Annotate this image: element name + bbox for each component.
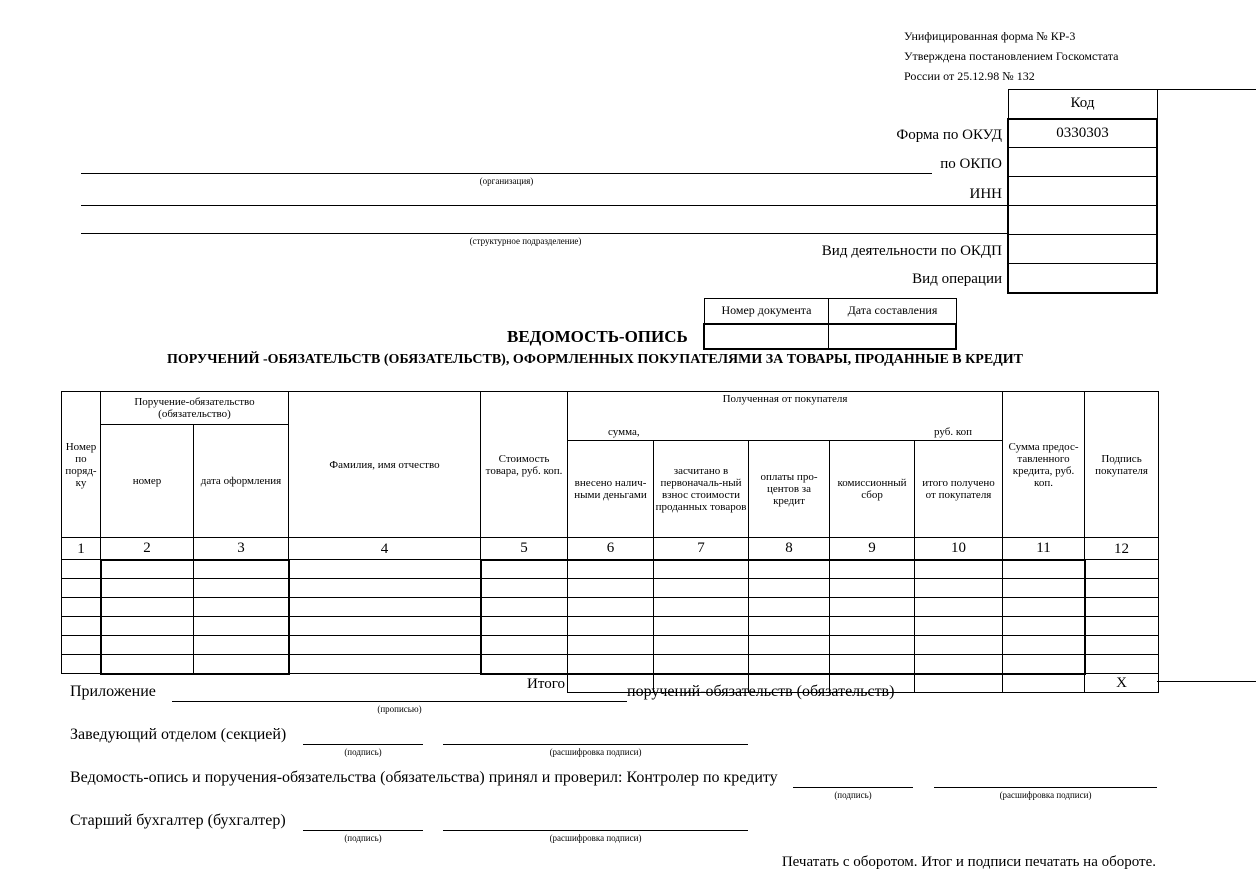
cell[interactable] [915, 598, 1003, 617]
cell[interactable] [568, 579, 654, 598]
cell[interactable] [654, 617, 749, 636]
col-number-11: 11 [1003, 538, 1085, 560]
organization-line-2[interactable] [81, 205, 1007, 206]
cell[interactable] [830, 617, 915, 636]
col-header-credit: Сумма предос-тавленного кредита, руб. коп. [1003, 392, 1085, 538]
col-header-name: Фамилия, имя отчество [289, 392, 481, 538]
table-row [62, 579, 1159, 598]
cell[interactable] [830, 598, 915, 617]
rub-label: руб. коп [934, 426, 973, 439]
col-header-date: дата оформления [194, 425, 289, 538]
table-row [62, 560, 1159, 579]
okpo-value[interactable] [1008, 148, 1157, 177]
cell[interactable] [289, 598, 481, 617]
col-number-2: 2 [101, 538, 194, 560]
attachment-line[interactable] [172, 701, 627, 702]
form-header-line-1: Унифицированная форма № КР-3 [904, 29, 1076, 43]
col-header-sign: Подпись покупателя [1085, 392, 1159, 538]
cell[interactable] [194, 655, 289, 674]
organization-caption: (организация) [479, 176, 534, 186]
cell[interactable] [915, 636, 1003, 655]
cell[interactable] [1003, 617, 1085, 636]
cell[interactable] [830, 636, 915, 655]
cell[interactable] [194, 617, 289, 636]
col-number-10: 10 [915, 538, 1003, 560]
col-number-7: 7 [654, 538, 749, 560]
table-row [62, 636, 1159, 655]
col-number-6: 6 [568, 538, 654, 560]
document-info-table [703, 298, 957, 350]
cell[interactable] [749, 655, 830, 674]
sum-row [568, 425, 1003, 441]
cell[interactable] [62, 636, 101, 655]
cell[interactable] [654, 560, 749, 579]
cell[interactable] [289, 617, 481, 636]
cell[interactable] [749, 579, 830, 598]
cell[interactable] [62, 655, 101, 674]
col-header-fee: комиссионный сбор [830, 441, 915, 538]
col-header-interest: оплаты про-центов за кредит [749, 441, 830, 538]
total-total[interactable] [915, 674, 1003, 693]
cell[interactable] [1003, 579, 1085, 598]
cell[interactable] [62, 617, 101, 636]
sum-label: сумма, [608, 426, 640, 439]
okud-label: Форма по ОКУД [896, 127, 1002, 143]
table-bottom-extension [1157, 681, 1256, 682]
head-decode-caption: (расшифровка подписи) [549, 747, 642, 757]
col-header-cash: внесено налич-ными деньгами [568, 441, 654, 538]
organization-line[interactable] [81, 173, 932, 174]
cell[interactable] [62, 579, 101, 598]
doc-number-value[interactable] [704, 324, 829, 349]
col-header-num: Номер по поряд-ку [62, 392, 101, 538]
page-subtitle: ПОРУЧЕНИЙ -ОБЯЗАТЕЛЬСТВ (ОБЯЗАТЕЛЬСТВ), ОФОРМЛЕННЫХ ПОКУПАТЕЛЯМИ ЗА ТОВАРЫ, ПРОДАННЫЕ В КРЕДИТ [166, 352, 1024, 367]
okdp-label: Вид деятельности по ОКДП [821, 243, 1002, 259]
attachment-suffix: поручений-обязательств (обязательств) [627, 683, 895, 700]
accountant-label: Старший бухгалтер (бухгалтер) [70, 812, 286, 829]
cell[interactable] [568, 655, 654, 674]
okpo-label: по ОКПО [940, 156, 1002, 172]
cell[interactable] [194, 636, 289, 655]
cell[interactable] [654, 579, 749, 598]
subdivision-caption: (структурное подразделение) [469, 236, 582, 246]
controller-decode-line[interactable] [934, 787, 1157, 788]
total-x-mark: X [1085, 674, 1159, 693]
cell[interactable] [1003, 655, 1085, 674]
col-number-3: 3 [194, 538, 289, 560]
cell[interactable] [830, 579, 915, 598]
attachment-caption: (прописью) [377, 704, 422, 714]
head-decode-line[interactable] [443, 744, 748, 745]
col-number-8: 8 [749, 538, 830, 560]
col-group-received: Полученная от покупателя [568, 392, 1003, 425]
cell[interactable] [1085, 617, 1159, 636]
col-number-1: 1 [62, 538, 101, 560]
cell[interactable] [62, 560, 101, 579]
cell[interactable] [101, 655, 194, 674]
code-title: Код [1008, 90, 1157, 119]
accountant-decode-caption: (расшифровка подписи) [549, 833, 642, 843]
controller-decode-caption: (расшифровка подписи) [999, 790, 1092, 800]
accountant-sign-line[interactable] [303, 830, 423, 831]
cell[interactable] [62, 598, 101, 617]
cell[interactable] [915, 560, 1003, 579]
cell[interactable] [1085, 598, 1159, 617]
accountant-decode-line[interactable] [443, 830, 748, 831]
cell[interactable] [481, 636, 568, 655]
cell[interactable] [289, 579, 481, 598]
form-header-line-2: Утверждена постановлением Госкомстата [904, 49, 1119, 63]
col-number-5: 5 [481, 538, 568, 560]
cell[interactable] [1003, 560, 1085, 579]
cell[interactable] [289, 636, 481, 655]
col-number-4: 4 [289, 538, 481, 560]
page-title: ВЕДОМОСТЬ-ОПИСЬ [507, 327, 688, 346]
controller-sign-line[interactable] [793, 787, 913, 788]
code-top-extension [1157, 89, 1256, 90]
cell[interactable] [481, 579, 568, 598]
col-header-initial: засчитано в первоначаль-ный взнос стоимости проданных товаров [654, 441, 749, 538]
cell[interactable] [1085, 655, 1159, 674]
total-label: Итого [62, 674, 568, 693]
cell[interactable] [289, 655, 481, 674]
col-number-9: 9 [830, 538, 915, 560]
cell[interactable] [915, 617, 1003, 636]
code-table [1007, 89, 1158, 294]
cell[interactable] [101, 617, 194, 636]
okdp-value[interactable] [1008, 235, 1157, 264]
cell[interactable] [568, 560, 654, 579]
cell[interactable] [194, 579, 289, 598]
cell[interactable] [1003, 598, 1085, 617]
cell[interactable] [481, 655, 568, 674]
print-note: Печатать с оборотом. Итог и подписи печатать на обороте. [781, 854, 1156, 870]
controller-sign-caption: (подпись) [834, 790, 872, 800]
head-sign-caption: (подпись) [344, 747, 382, 757]
accepted-label: Ведомость-опись и поручения-обязательства (обязательства) принял и проверил: Контролер по кредиту [70, 769, 778, 786]
form-header-line-3: России от 25.12.98 № 132 [904, 69, 1035, 83]
cell[interactable] [1085, 636, 1159, 655]
col-header-total: итого получено от покупателя [915, 441, 1003, 538]
cell[interactable] [749, 560, 830, 579]
cell[interactable] [101, 579, 194, 598]
cell[interactable] [568, 598, 654, 617]
cell[interactable] [101, 636, 194, 655]
accountant-sign-caption: (подпись) [344, 833, 382, 843]
inn-label: ИНН [969, 186, 1002, 202]
cell[interactable] [194, 598, 289, 617]
cell[interactable] [830, 560, 915, 579]
cell[interactable] [749, 636, 830, 655]
cell[interactable] [101, 598, 194, 617]
form-header [904, 26, 1118, 86]
doc-date-value[interactable] [829, 324, 956, 349]
col-number-12: 12 [1085, 538, 1159, 560]
cell[interactable] [654, 636, 749, 655]
cell[interactable] [568, 636, 654, 655]
total-credit[interactable] [1003, 674, 1085, 693]
attachment-label: Приложение [70, 683, 156, 700]
doc-number-label: Номер документа [704, 299, 829, 324]
cell[interactable] [749, 598, 830, 617]
table-row [62, 598, 1159, 617]
head-label: Заведующий отделом (секцией) [70, 726, 287, 743]
cell[interactable] [481, 598, 568, 617]
cell[interactable] [1085, 579, 1159, 598]
operation-label: Вид операции [912, 271, 1002, 287]
col-header-cost: Стоимость товара, руб. коп. [481, 392, 568, 538]
cell[interactable] [1003, 636, 1085, 655]
cell[interactable] [830, 655, 915, 674]
blank-code-value[interactable] [1008, 206, 1157, 235]
cell[interactable] [289, 560, 481, 579]
cell[interactable] [915, 655, 1003, 674]
subdivision-line[interactable] [81, 233, 1007, 234]
cell[interactable] [568, 617, 654, 636]
doc-date-label: Дата составления [829, 299, 956, 324]
col-header-number: номер [101, 425, 194, 538]
table-row [62, 655, 1159, 674]
head-sign-line[interactable] [303, 744, 423, 745]
cell[interactable] [194, 560, 289, 579]
col-group-order: Поручение-обязательство (обязательство) [101, 392, 289, 425]
okud-value[interactable]: 0330303 [1008, 119, 1157, 148]
total-row [62, 674, 1159, 693]
cell[interactable] [1085, 560, 1159, 579]
main-table [61, 391, 1159, 693]
operation-value[interactable] [1008, 264, 1157, 293]
inn-value[interactable] [1008, 177, 1157, 206]
cell[interactable] [654, 655, 749, 674]
table-row [62, 617, 1159, 636]
cell[interactable] [915, 579, 1003, 598]
cell[interactable] [481, 560, 568, 579]
cell[interactable] [101, 560, 194, 579]
cell[interactable] [749, 617, 830, 636]
cell[interactable] [654, 598, 749, 617]
cell[interactable] [481, 617, 568, 636]
